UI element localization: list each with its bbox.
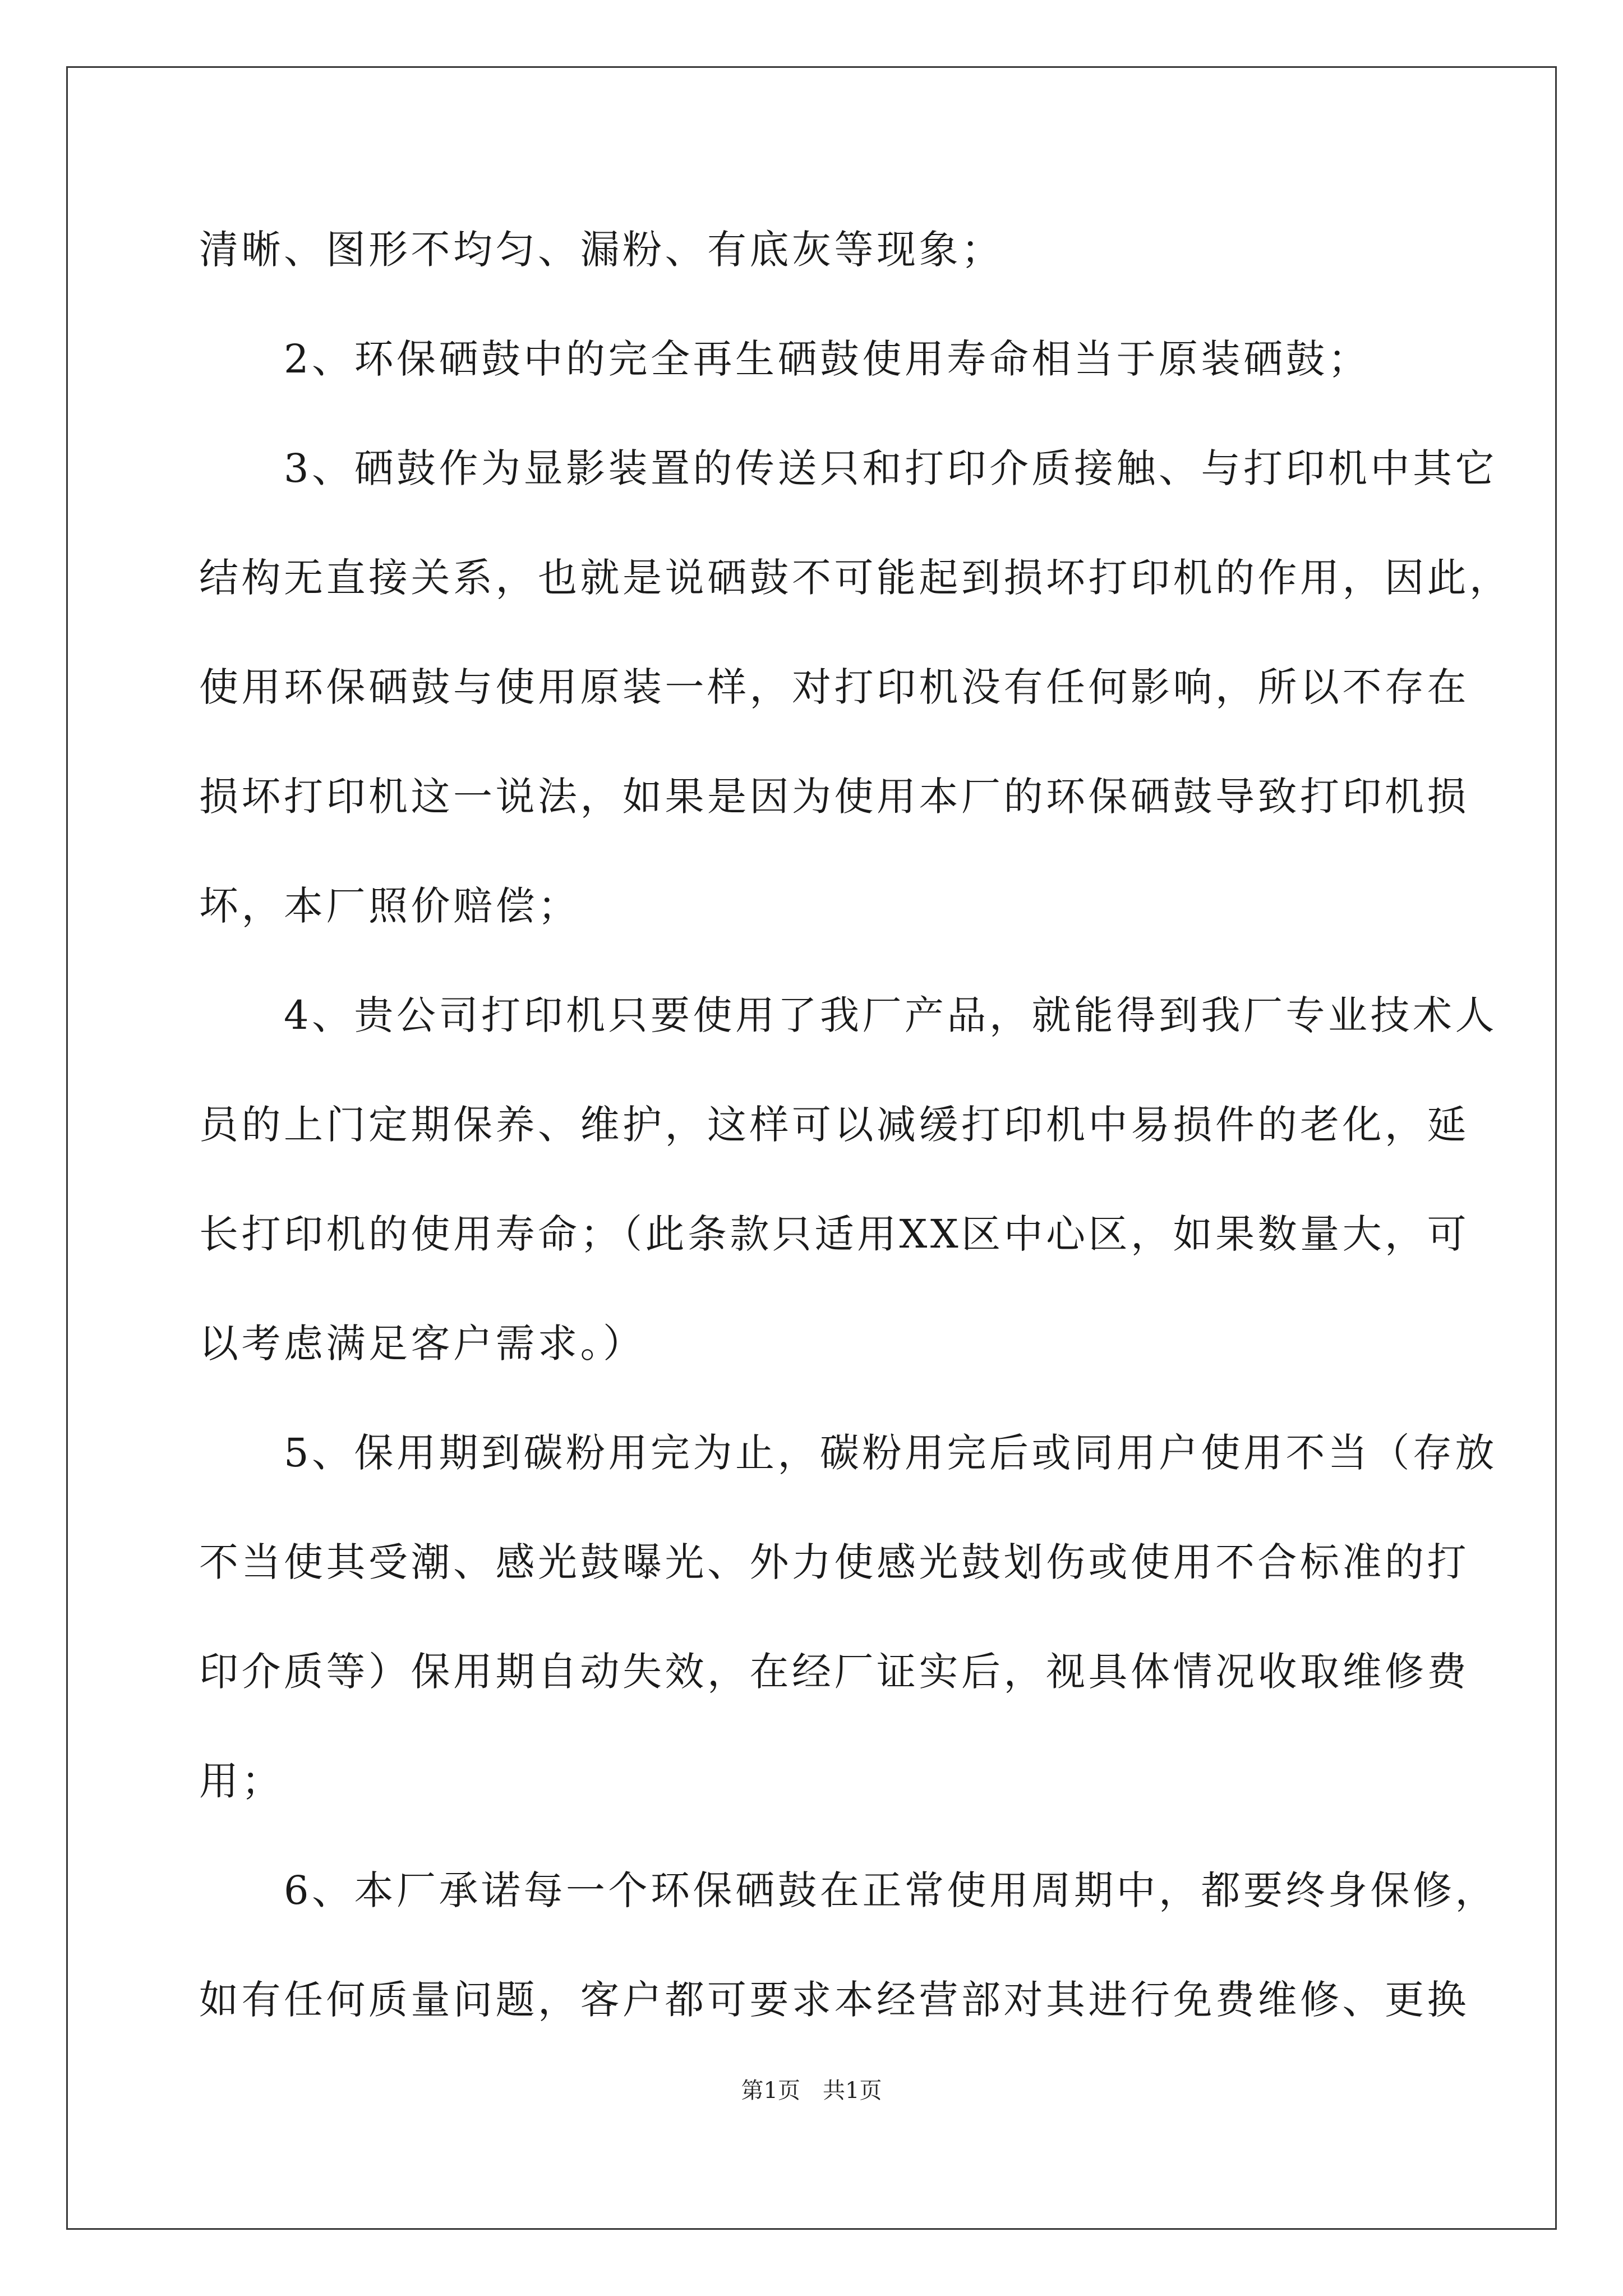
- text-line: 3、硒鼓作为显影装置的传送只和打印介质接触、与打印机中其它: [199, 445, 1498, 491]
- page-footer: 第1页 共1页: [741, 2078, 882, 2104]
- text-line: 清晰、图形不均匀、漏粉、有底灰等现象；: [199, 227, 1004, 273]
- text-line: 4、贵公司打印机只要使用了我厂产品，就能得到我厂专业技术人: [199, 992, 1498, 1038]
- text-line: 不当使其受潮、感光鼓曝光、外力使感光鼓划伤或使用不合标准的打: [199, 1539, 1469, 1585]
- text-line: 印介质等）保用期自动失效，在经厂证实后，视具体情况收取维修费: [199, 1649, 1469, 1695]
- text-line: 员的上门定期保养、维护，这样可以减缓打印机中易损件的老化，延: [199, 1102, 1469, 1148]
- text-line: 用；: [199, 1758, 284, 1804]
- text-line: 以考虑满足客户需求。）: [199, 1320, 645, 1366]
- text-line: 损坏打印机这一说法，如果是因为使用本厂的环保硒鼓导致打印机损: [199, 774, 1469, 820]
- text-line: 坏，本厂照价赔偿；: [199, 883, 580, 929]
- text-line: 如有任何质量问题，客户都可要求本经营部对其进行免费维修、更换: [199, 1977, 1469, 2023]
- text-line: 长打印机的使用寿命；（此条款只适用XX区中心区，如果数量大，可: [199, 1211, 1470, 1257]
- text-line: 结构无直接关系，也就是说硒鼓不可能起到损坏打印机的作用，因此，: [199, 555, 1512, 601]
- text-line: 2、环保硒鼓中的完全再生硒鼓使用寿命相当于原装硒鼓；: [199, 336, 1371, 382]
- text-line: 6、本厂承诺每一个环保硒鼓在正常使用周期中，都要终身保修，: [199, 1867, 1498, 1913]
- text-line: 使用环保硒鼓与使用原装一样，对打印机没有任何影响，所以不存在: [199, 664, 1469, 710]
- text-line: 5、保用期到碳粉用完为止，碳粉用完后或同用户使用不当（存放: [199, 1430, 1498, 1476]
